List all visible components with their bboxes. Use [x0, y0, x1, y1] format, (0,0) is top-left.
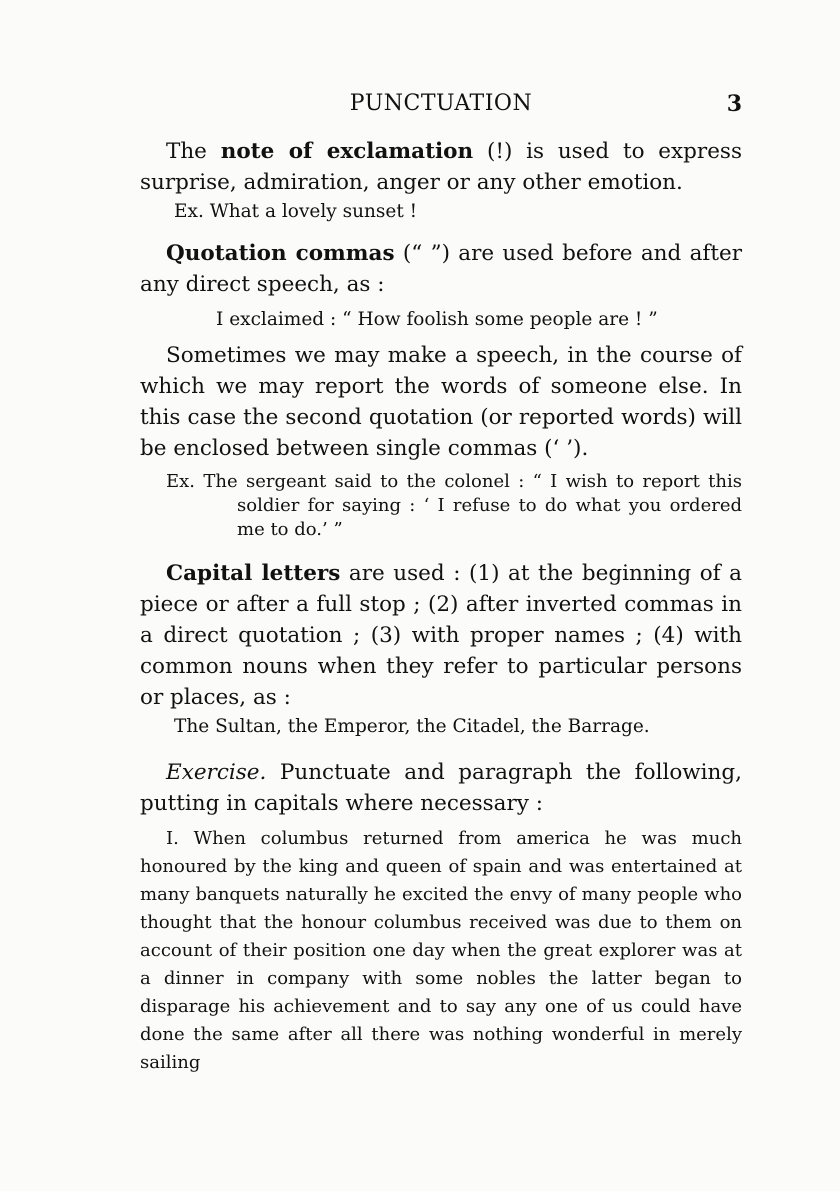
exclamation-lead: The [166, 139, 207, 164]
reported-speech-paragraph: Sometimes we may make a speech, in the course of which we may report the words of someone else. In this case the second quotation (or reported words) will be enclosed between single commas (‘ ’). [140, 343, 742, 461]
quotation-text: (“ ”) are used before and after any direct speech, as : [140, 241, 742, 297]
page-number: 3 [726, 91, 742, 117]
quotation-example: I exclaimed : “ How foolish some people are ! ” [216, 309, 658, 330]
running-header [140, 88, 742, 120]
exclamation-example: Ex. What a lovely sunset ! [174, 201, 418, 222]
quotation-term: Quotation commas [166, 241, 395, 266]
exercise-heading [140, 757, 742, 819]
quotation-paragraph [140, 238, 742, 300]
exercise-label: Exercise. [166, 760, 267, 785]
capitals-paragraph [140, 558, 742, 713]
capitals-text: are used : (1) at the beginning of a piece or after a full stop ; (2) after inverted commas in a direct quotation ; (3) with proper names ; (4) with common nouns when they refer to particular persons or places, as : [140, 561, 742, 710]
capitals-term: Capital letters [166, 561, 341, 586]
capitals-example: The Sultan, the Emperor, the Citadel, the Barrage. [174, 716, 650, 737]
exercise-passage: I. When columbus returned from america he was much honoured by the king and queen of spain and was entertained at many banquets naturally he excited the envy of many people who thought that the honour columbus received was due to them on account of their position one day when the great explorer was at a dinner in company with some nobles the latter began to disparage his achievement and to say any one of us could have done the same after all there was nothing wonderful in merely sailing [140, 828, 742, 1073]
reported-speech-example: Ex. The sergeant said to the colonel : “ I wish to report this soldier for saying : ‘ I refuse to do what you ordered me to do.’ ” [166, 471, 742, 540]
page-body [140, 136, 742, 1077]
running-title: PUNCTUATION [349, 91, 533, 116]
exercise-instruction: Punctuate and paragraph the following, putting in capitals where necessary : [140, 760, 742, 816]
exclamation-text: (!) is used to express surprise, admiration, anger or any other emotion. [140, 139, 742, 195]
exclamation-term: note of exclamation [220, 139, 474, 164]
exclamation-paragraph [140, 136, 742, 198]
